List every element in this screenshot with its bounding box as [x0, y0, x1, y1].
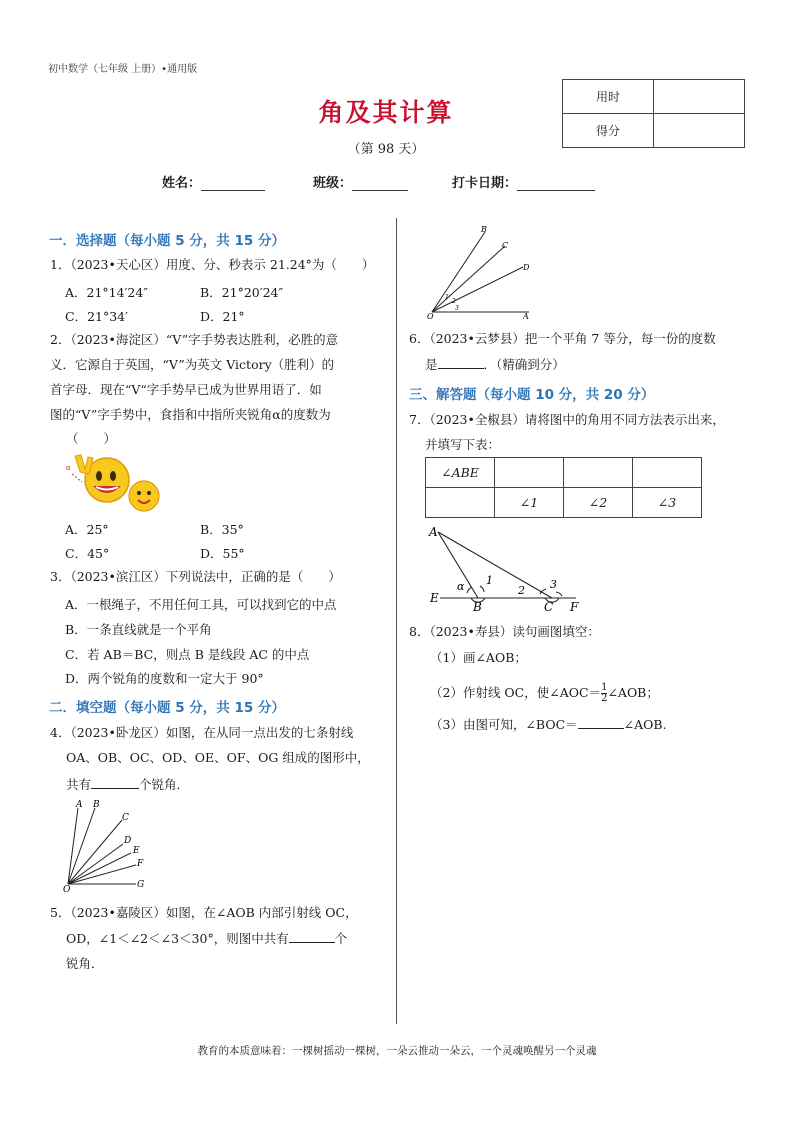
label-angle-1: 1: [486, 574, 493, 587]
q2-line-2: 义．它源自于英国，“V”为英文 Victory（胜利）的: [50, 357, 335, 372]
q6-line-2-suffix: ．（精确到分）: [483, 357, 565, 372]
section-solve: 三、解答题（每小题 10 分，共 20 分）: [409, 387, 655, 403]
q4-line-2: OA、OB、OC、OD、OE、OF、OG 组成的图形中，: [66, 750, 370, 765]
q3-option-d[interactable]: D．两个锐角的度数和一定大于 90°: [65, 671, 264, 686]
q1-option-a[interactable]: A．21°14′24″: [65, 285, 149, 300]
q4-answer-blank[interactable]: [91, 776, 139, 789]
arc-1: [480, 586, 484, 592]
ray-od: [68, 844, 123, 884]
page-title: 角及其计算: [318, 98, 454, 127]
q2-line-4: 图的“V”字手势中，食指和中指所夹锐角α的度数为: [50, 407, 331, 422]
q3-option-a[interactable]: A．一根绳子，不用任何工具，可以找到它的中点: [65, 597, 337, 612]
q2-option-a[interactable]: A．25°: [65, 522, 109, 537]
q7-line-2: 并填写下表：: [425, 437, 501, 452]
q2-option-c[interactable]: C．45°: [65, 546, 110, 561]
q7-angle-table: [425, 457, 702, 518]
svg-text:α: α: [66, 464, 71, 472]
q5-line-2-prefix: OD，∠1＜∠2＜∠3＜30°，则图中共有: [66, 931, 289, 946]
label-f: F: [137, 859, 144, 869]
q7-cell-angle-1: ∠1: [495, 488, 564, 518]
label-angle-2: 2: [518, 584, 525, 597]
section-choice: 一．选择题（每小题 5 分，共 15 分）: [49, 233, 285, 249]
q7-line-1: 7．（2023•全椒县）请将图中的角用不同方法表示出来，: [409, 412, 725, 427]
name-label: 姓名：: [162, 176, 202, 191]
q1-option-b[interactable]: B．21°20′24″: [200, 285, 284, 300]
label-alpha: α: [457, 580, 465, 593]
label-a: A: [76, 800, 83, 810]
q8-part-3-prefix: （3）由图可知，∠BOC＝: [430, 717, 578, 732]
q7-cell-abe: ∠ABE: [426, 458, 495, 488]
label-b: B: [93, 800, 100, 810]
label-a: A: [523, 312, 529, 320]
smiley-v-sign-image: [60, 452, 170, 514]
q7-cell-blank[interactable]: [564, 458, 633, 488]
q8-part-1: （1）画∠AOB；: [430, 650, 527, 665]
label-a: A: [429, 525, 438, 539]
date-blank[interactable]: [517, 176, 595, 191]
ray-oa: [68, 808, 78, 884]
q1-stem: 1．（2023•天心区）用度、分、秒表示 21.24°为（ ）: [50, 257, 375, 272]
column-divider: [396, 218, 397, 1024]
q2-line-3: 首字母．现在“V“字手势早已成为世界用语了．如: [50, 382, 322, 397]
q6-line-2-prefix: 是: [425, 357, 438, 372]
q3-option-b[interactable]: B．一条直线就是一个平角: [65, 622, 212, 637]
class-blank[interactable]: [352, 176, 408, 191]
label-e: E: [133, 846, 140, 856]
label-c: C: [544, 600, 554, 612]
q5-answer-blank[interactable]: [289, 930, 335, 943]
q5-line-3: 锐角．: [66, 956, 104, 971]
score-label: 得分: [563, 114, 654, 148]
q6-line-2: [425, 356, 565, 373]
q4-line-3-prefix: 共有: [66, 777, 92, 792]
q4-line-3-suffix: 个锐角．: [139, 777, 190, 792]
q8-stem: 8．（2023•寿县）读句画图填空：: [409, 624, 600, 639]
q5-line-2: [66, 930, 347, 947]
label-d: D: [523, 263, 530, 272]
name-field: [162, 172, 265, 191]
q8-answer-blank[interactable]: [578, 716, 624, 729]
time-value-cell[interactable]: [654, 80, 745, 114]
q6-line-1: 6．（2023•云梦县）把一个平角 7 等分，每一份的度数: [409, 331, 716, 346]
q8-part-3-suffix: ∠AOB.: [623, 717, 667, 732]
q7-cell-blank[interactable]: [495, 458, 564, 488]
score-table: [562, 79, 745, 148]
day-label: （第 98 天）: [347, 142, 425, 157]
q8-part-2: [430, 683, 659, 704]
label-b: B: [473, 600, 482, 612]
label-b: B: [481, 225, 487, 234]
ray-oc: [68, 820, 122, 884]
q1-option-d[interactable]: D．21°: [200, 309, 245, 324]
q5-angle-figure: [425, 224, 535, 320]
label-angle-1: 1: [445, 294, 449, 301]
q6-answer-blank[interactable]: [438, 356, 484, 369]
q7-cell-blank[interactable]: [633, 458, 702, 488]
q2-option-d[interactable]: D．55°: [200, 546, 245, 561]
time-label: 用时: [563, 80, 654, 114]
label-f: F: [570, 600, 579, 612]
arc-alpha: [467, 587, 472, 593]
q5-line-2-suffix: 个: [334, 931, 348, 946]
date-label: 打卡日期：: [452, 176, 518, 191]
section-fill: 二．填空题（每小题 5 分，共 15 分）: [49, 700, 285, 716]
ray-oc: [432, 246, 505, 312]
q3-option-c[interactable]: C．若 AB＝BC，则点 B 是线段 AC 的中点: [65, 647, 310, 662]
q4-rays-figure: [60, 798, 155, 893]
q5-line-1: 5．（2023•嘉陵区）如图，在∠AOB 内部引射线 OC，: [50, 905, 358, 920]
score-value-cell[interactable]: [654, 114, 745, 148]
label-g: G: [137, 880, 145, 890]
class-label: 班级：: [313, 176, 353, 191]
q8-part-2-suffix: ∠AOB；: [607, 685, 659, 700]
fraction-numerator: 1: [601, 682, 608, 693]
label-c: C: [502, 241, 509, 250]
label-angle-3: 3: [550, 578, 557, 591]
ray-ob: [432, 232, 485, 312]
series-label: 初中数学（七年级 上册）•通用版: [48, 64, 198, 75]
label-c: C: [122, 813, 129, 823]
q1-option-c[interactable]: C．21°34′: [65, 309, 128, 324]
q7-cell-angle-2: ∠2: [564, 488, 633, 518]
q4-line-1: 4．（2023•卧龙区）如图，在从同一点出发的七条射线: [50, 725, 354, 740]
name-blank[interactable]: [201, 176, 265, 191]
q7-cell-angle-3: ∠3: [633, 488, 702, 518]
q8-part-2-prefix: （2）作射线 OC，使∠AOC＝: [430, 685, 602, 700]
class-field: [313, 172, 408, 191]
q8-part-3: [430, 716, 667, 733]
label-e: E: [430, 591, 439, 605]
footer-quote: 教育的本质意味着：一棵树摇动一棵树，一朵云推动一朵云，一个灵魂唤醒另一个灵魂: [197, 1045, 597, 1057]
fraction-denominator: 2: [601, 693, 608, 704]
ray-od: [432, 267, 523, 312]
label-angle-2: 2: [452, 298, 456, 305]
q4-line-3: [66, 776, 189, 793]
line-ac: [438, 532, 552, 598]
q2-line-5: （ ）: [66, 431, 117, 446]
date-field: [452, 172, 595, 191]
q2-line-1: 2．（2023•海淀区）“V”字手势表达胜利，必胜的意: [50, 332, 339, 347]
label-d: D: [124, 836, 132, 846]
q7-triangle-figure: [426, 522, 586, 612]
ray-of: [68, 865, 136, 884]
label-angle-3: 3: [455, 305, 459, 312]
q2-option-b[interactable]: B．35°: [200, 522, 244, 537]
q7-cell-blank[interactable]: [426, 488, 495, 518]
arc-3: [556, 592, 562, 596]
label-o: O: [427, 312, 434, 320]
label-o: O: [63, 885, 71, 893]
q3-stem: 3．（2023•滨江区）下列说法中，正确的是（ ）: [50, 569, 341, 584]
